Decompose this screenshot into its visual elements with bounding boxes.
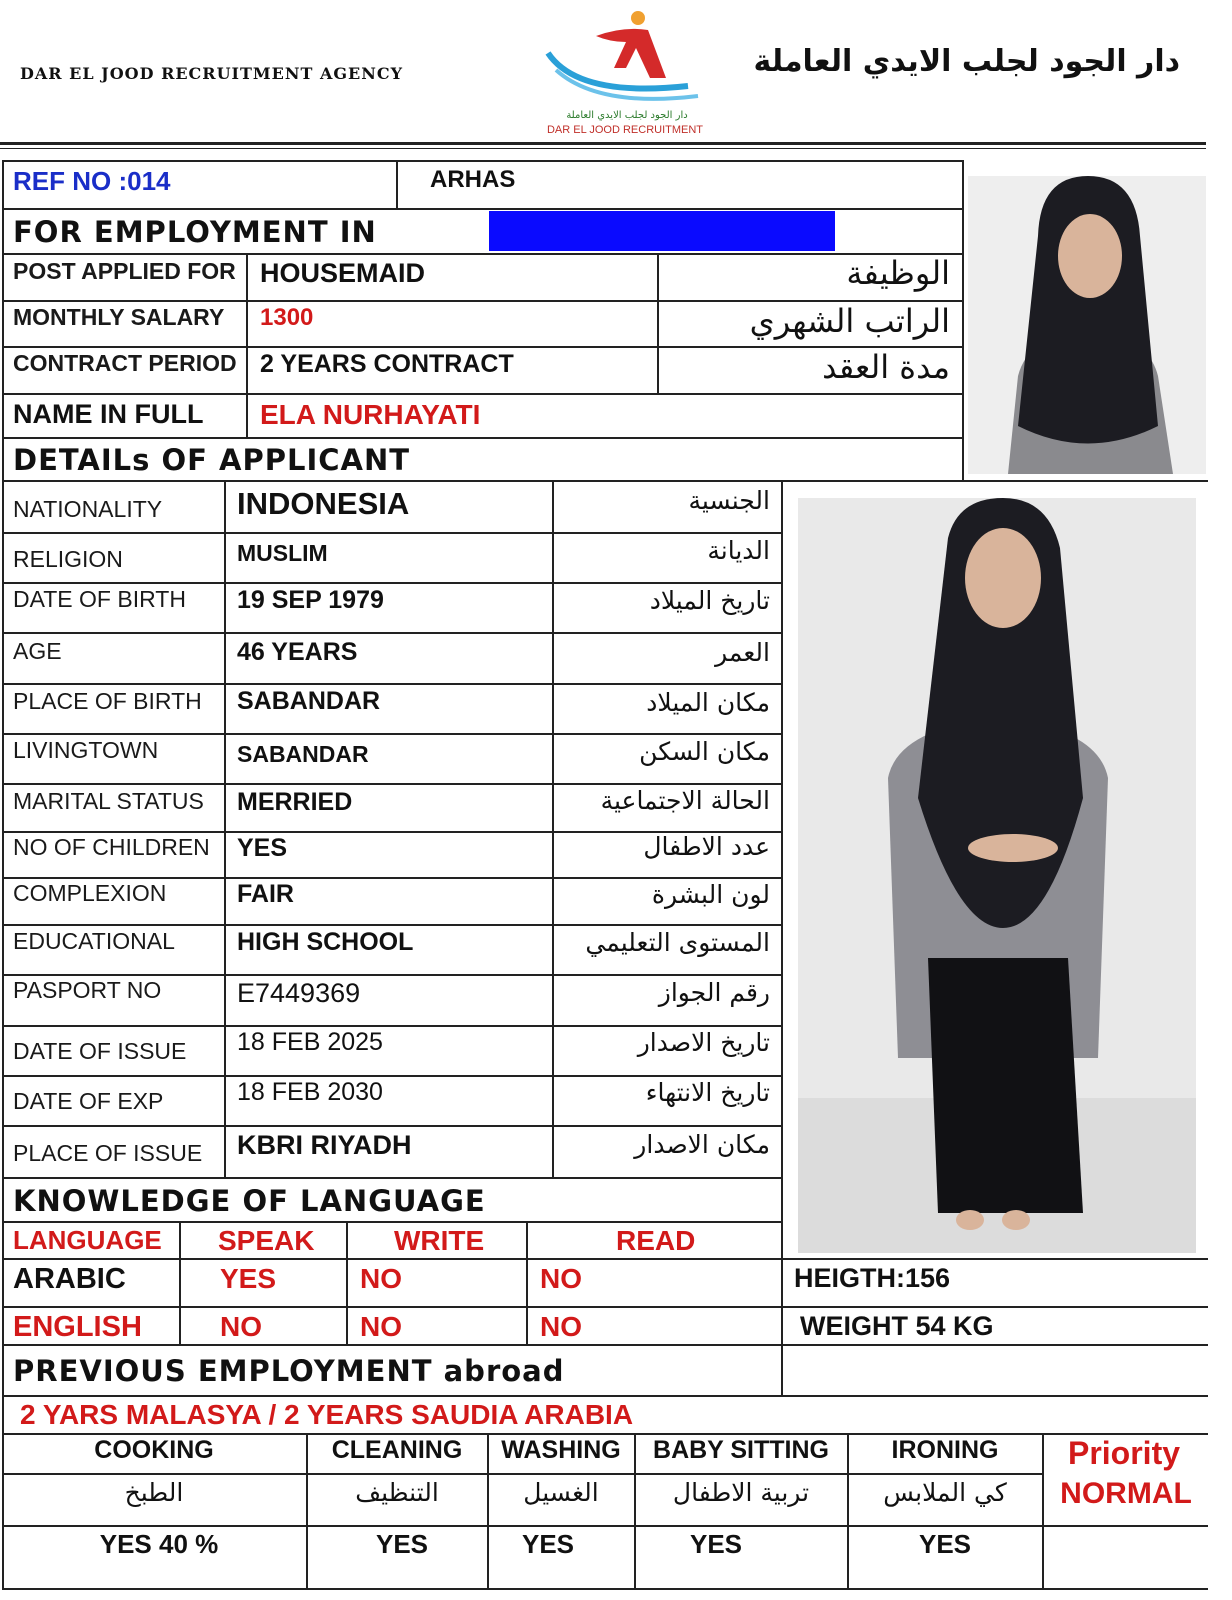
agency-logo [538,8,728,113]
height-value: HEIGTH:156 [794,1263,951,1293]
ref-code: ARHAS [430,166,516,193]
grid-line [2,877,782,879]
detail-label: EDUCATIONAL [13,928,175,954]
detail-label-ar: الديانة [707,536,770,565]
grid-line [2,1588,1208,1590]
skill-name: WASHING [501,1436,621,1464]
detail-label-ar: الحالة الاجتماعية [600,786,770,815]
logo-text-ar: دار الجود لجلب الايدي العاملة [566,110,688,121]
language-speak: NO [220,1311,262,1342]
language-speak: YES [220,1263,277,1294]
grid-line [2,632,782,634]
priority-value: NORMAL [1060,1477,1192,1510]
skill-value: YES 40 % [99,1529,219,1559]
detail-value: 18 FEB 2030 [237,1078,383,1106]
salary-label-ar: الراتب الشهري [749,302,950,340]
detail-label: DATE OF EXP [13,1088,164,1114]
header-divider-bottom [0,148,1206,149]
skill-name-ar: الغسيل [523,1478,599,1507]
detail-label: MARITAL STATUS [13,788,204,814]
detail-label-ar: عدد الاطفال [643,832,770,861]
detail-value: YES [237,834,288,862]
detail-label: PASPORT NO [13,977,162,1003]
contract-label: CONTRACT PERIOD [13,350,237,376]
grid-line [2,683,782,685]
detail-label-ar: الجنسية [688,486,770,515]
detail-label-ar: تاريخ الميلاد [649,586,770,615]
applicant-portrait-photo [968,176,1206,474]
language-heading: KNOWLEDGE OF LANGUAGE [13,1184,486,1218]
detail-label-ar: لون البشرة [651,880,770,909]
post-label-ar: الوظيفة [846,254,950,292]
detail-label: PLACE OF ISSUE [13,1140,203,1166]
language-read: NO [540,1311,582,1342]
salary-label: MONTHLY SALARY [13,304,225,330]
detail-label-ar: المستوى التعليمي [585,928,770,957]
salary-value: 1300 [260,304,314,331]
language-write: NO [360,1263,402,1294]
grid-line [246,253,248,437]
language-col-read: READ [616,1225,696,1256]
employment-country-redaction [489,211,835,251]
skill-value: YES [375,1529,429,1559]
grid-line [2,1125,782,1127]
logo-text-en: DAR EL JOOD RECRUITMENT [546,124,704,136]
details-heading: DETAILs OF APPLICANT [13,443,411,477]
language-col-write: WRITE [394,1225,485,1256]
detail-label-ar: مكان الاصدار [634,1130,770,1159]
skill-value: YES [918,1529,972,1559]
detail-label: AGE [13,638,62,664]
grid-line [2,1025,782,1027]
name-label: NAME IN FULL [13,399,204,429]
detail-value: MUSLIM [237,540,328,566]
weight-value: WEIGHT 54 KG [800,1311,994,1341]
skill-name-ar: الطبخ [124,1478,184,1507]
detail-label-ar: العمر [715,638,770,667]
skill-name: CLEANING [331,1436,463,1464]
detail-label-ar: تاريخ الاصدار [637,1028,770,1057]
detail-value: HIGH SCHOOL [237,928,414,956]
logo-wave-1 [548,53,688,89]
detail-value: SABANDAR [237,687,381,715]
grid-line [2,1306,1208,1308]
logo-dot [631,11,645,25]
grid-line [2,480,1208,482]
detail-value: MERRIED [237,788,353,816]
detail-value: KBRI RIYADH [237,1130,412,1160]
detail-value: FAIR [237,880,294,908]
grid-line [2,1075,782,1077]
skill-value: YES [521,1529,575,1559]
grid-line [2,160,4,1590]
skill-value: YES [689,1529,743,1559]
language-write: NO [360,1311,402,1342]
detail-label: DATE OF BIRTH [13,586,186,612]
grid-line [2,532,782,534]
language-name: ARABIC [13,1263,126,1295]
agency-name-en: DAR EL JOOD RECRUITMENT AGENCY [20,64,403,83]
detail-label-ar: رقم الجواز [658,978,770,1007]
contract-label-ar: مدة العقد [822,348,950,386]
header-divider-top [0,142,1206,145]
grid-line [2,393,964,395]
grid-line [526,1221,528,1344]
detail-label: DATE OF ISSUE [13,1038,187,1064]
language-name: ENGLISH [13,1311,142,1343]
detail-label-ar: مكان الميلاد [646,688,770,717]
detail-label: LIVINGTOWN [13,737,159,763]
detail-value: 18 FEB 2025 [237,1028,383,1056]
priority-label: Priority [1067,1435,1181,1471]
language-read: NO [540,1263,582,1294]
grid-line [2,1258,1208,1260]
name-value: ELA NURHAYATI [260,399,481,430]
agency-name-ar: دار الجود لجلب الايدي العاملة [753,44,1180,79]
grid-line [179,1221,181,1344]
grid-line [396,160,398,208]
grid-line [552,480,554,1177]
grid-line [346,1221,348,1344]
grid-line [657,253,659,393]
grid-line [962,160,964,480]
contract-value: 2 YEARS CONTRACT [260,350,514,378]
grid-line [2,924,782,926]
grid-line [2,733,782,735]
detail-value: 19 SEP 1979 [237,586,384,614]
detail-label: NATIONALITY [13,496,163,522]
skills-table [0,1433,1206,1588]
grid-line [2,783,782,785]
post-label: POST APPLIED FOR [13,258,236,284]
skill-name-ar: تربية الاطفال [672,1478,810,1507]
grid-line [2,160,964,162]
language-col-speak: SPEAK [218,1225,315,1256]
grid-line [2,974,782,976]
grid-line [2,1395,1208,1397]
skill-name-ar: التنظيف [355,1478,439,1507]
grid-line [2,437,964,439]
detail-value: INDONESIA [237,486,410,521]
detail-value: SABANDAR [237,741,369,767]
detail-label-ar: تاريخ الانتهاء [645,1078,770,1107]
language-col-language: LANGUAGE [13,1225,162,1255]
skill-name: IRONING [891,1436,999,1464]
detail-label: RELIGION [13,546,123,572]
grid-line [2,208,964,210]
grid-line [2,582,782,584]
detail-label: PLACE OF BIRTH [13,688,202,714]
grid-line [224,480,226,1177]
ref-number: REF NO :014 [13,166,171,196]
detail-label: NO OF CHILDREN [13,834,210,860]
skill-name: COOKING [94,1436,214,1464]
logo-figure [596,29,666,78]
detail-label: COMPLEXION [13,880,167,906]
skill-name: BABY SITTING [653,1436,829,1464]
detail-label-ar: مكان السكن [639,737,770,766]
grid-line [2,1177,782,1179]
previous-employment-heading: PREVIOUS EMPLOYMENT abroad [13,1354,565,1388]
skill-name-ar: كي الملابس [883,1478,1007,1507]
post-value: HOUSEMAID [260,258,426,288]
previous-employment-value: 2 YARS MALASYA / 2 YEARS SAUDIA ARABIA [20,1399,634,1430]
grid-line [2,1344,1208,1346]
grid-line [2,1221,782,1223]
detail-value: E7449369 [237,978,361,1008]
applicant-full-body-photo [798,498,1196,1253]
detail-value: 46 YEARS [237,638,358,666]
employment-heading: FOR EMPLOYMENT IN [13,215,377,249]
